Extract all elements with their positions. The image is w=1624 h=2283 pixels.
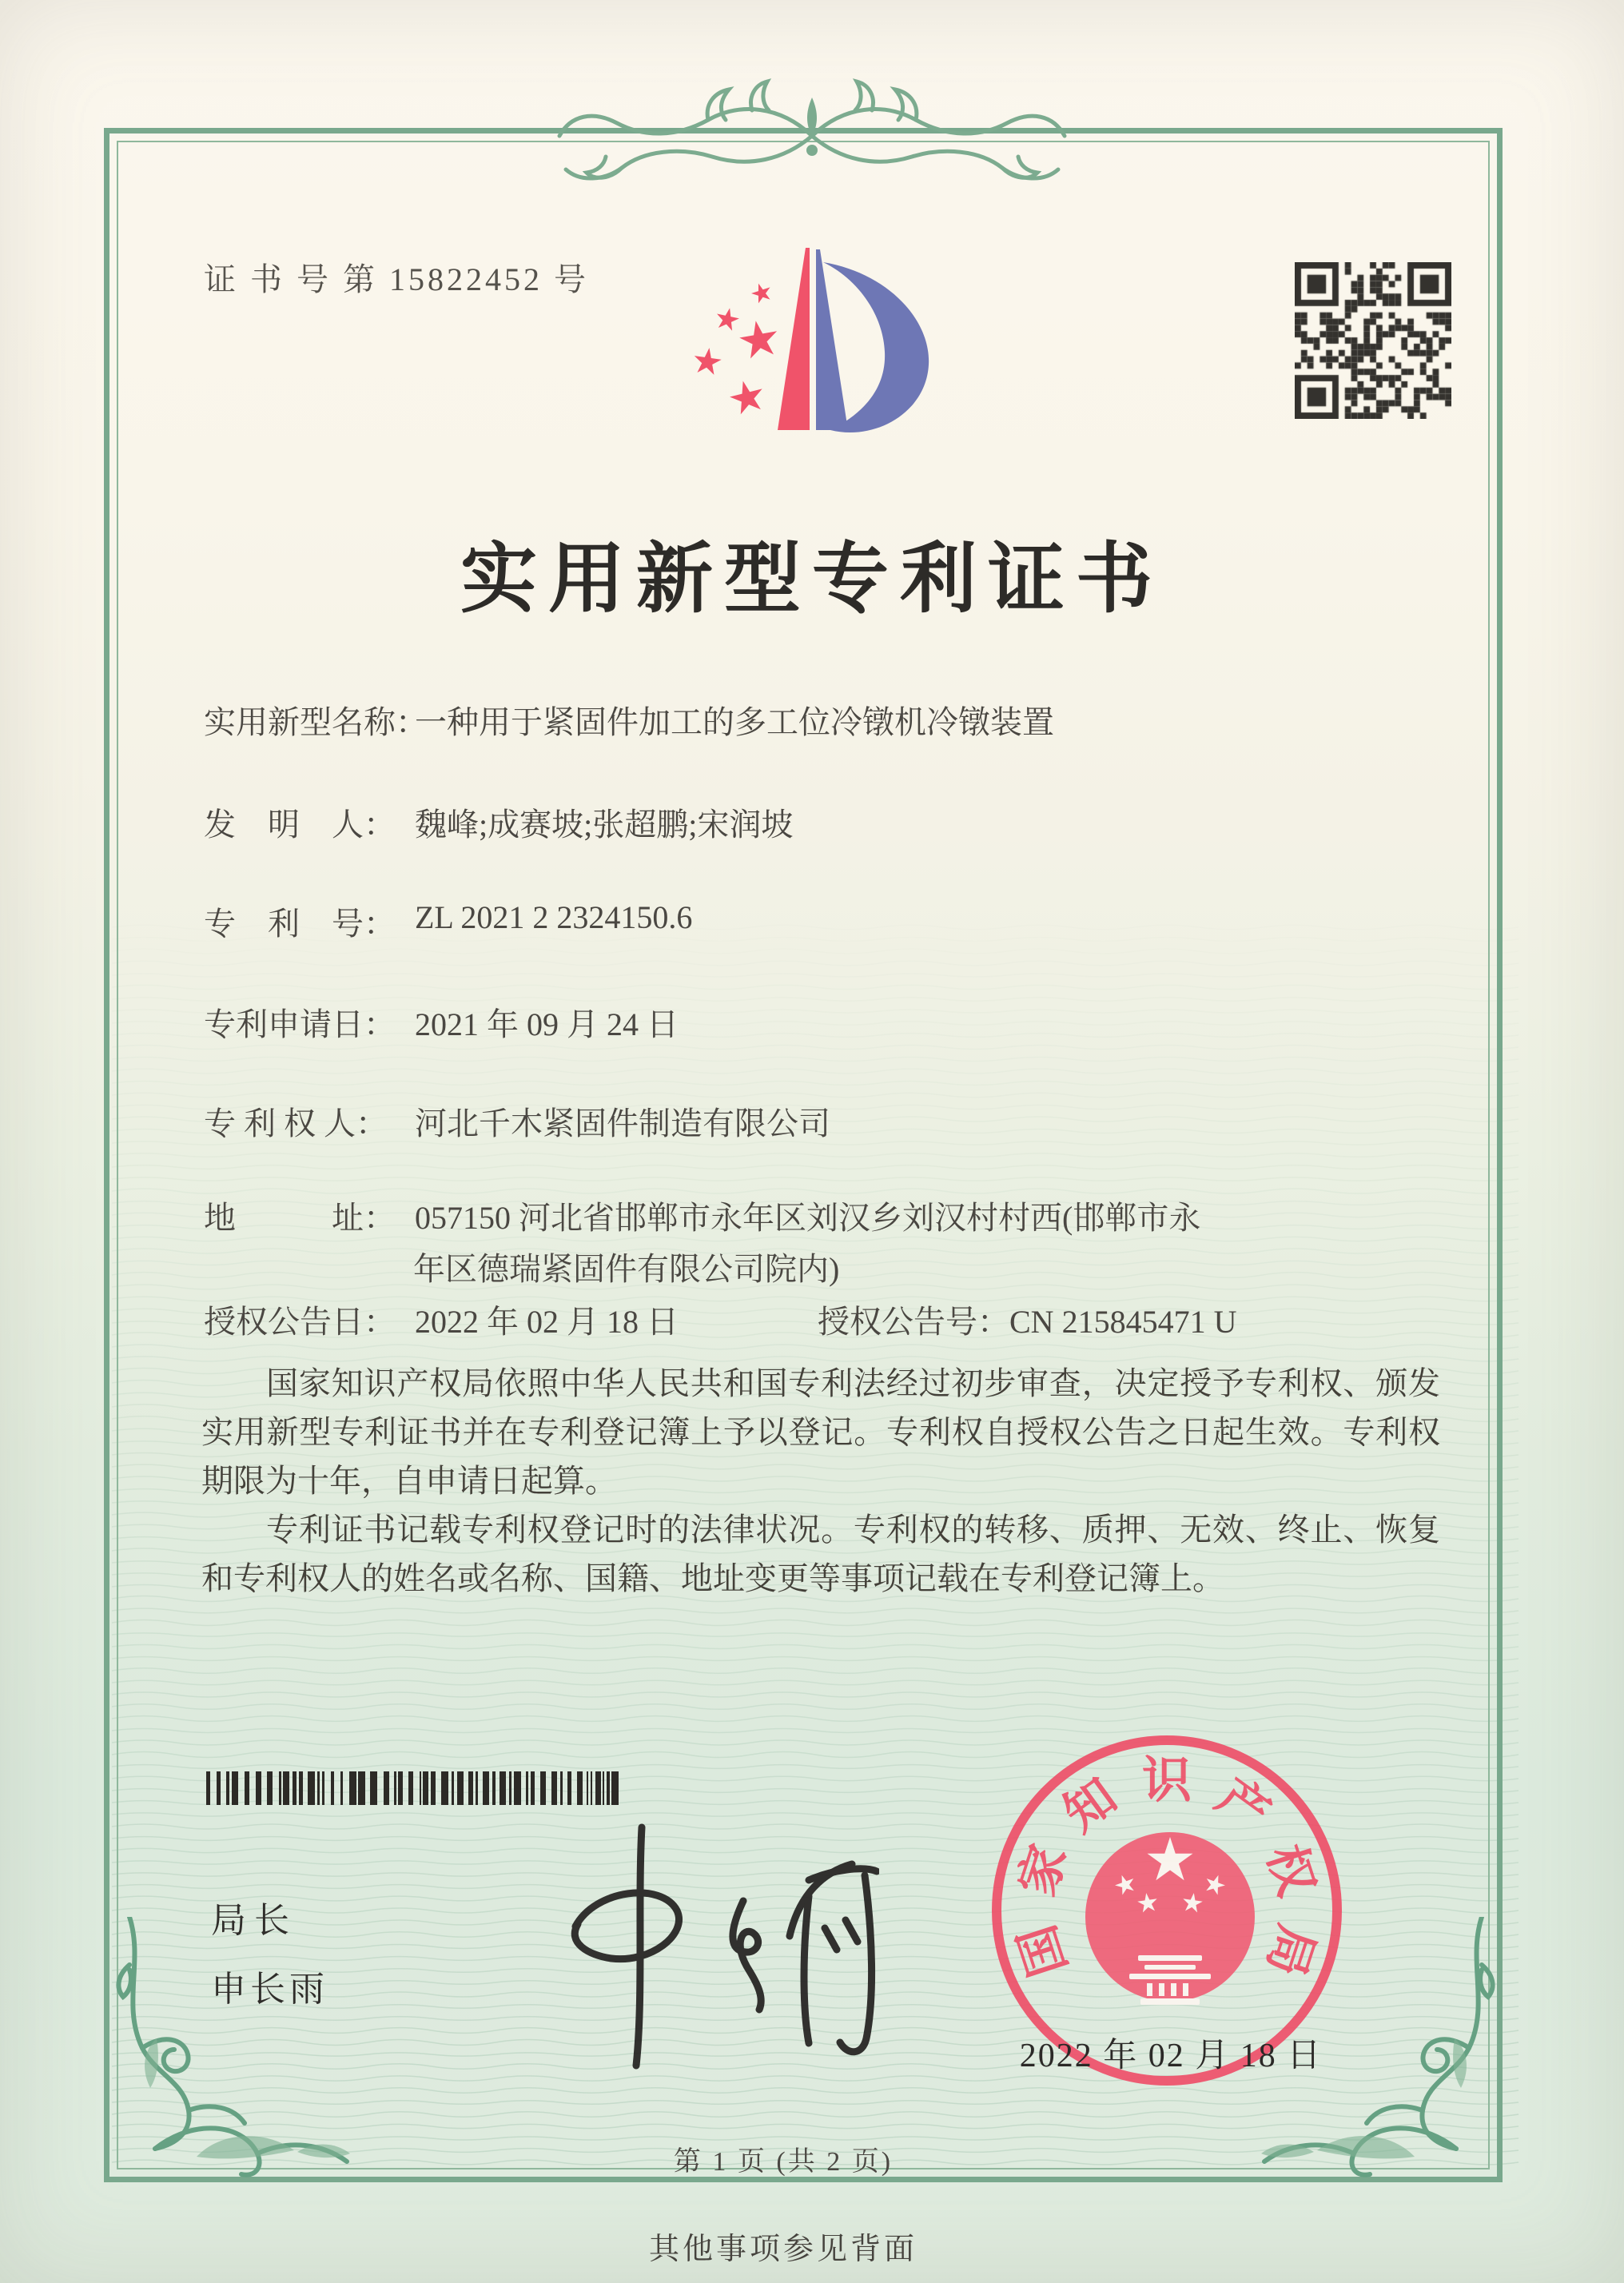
seal-char: 产: [1207, 1769, 1280, 1843]
logo-blue-cone: [816, 249, 848, 430]
field-grant-number: [818, 1297, 1236, 1342]
seal-char: 识: [1141, 1754, 1192, 1808]
field-value: 魏峰;成赛坡;张超鹏;宋润坡: [415, 807, 794, 843]
certificate-title: 实用新型专利证书: [460, 536, 1164, 622]
field-patent-number: [204, 898, 1451, 944]
director-name: 申长雨: [211, 1970, 328, 2009]
logo-red-cone: [778, 248, 810, 430]
qr-code: [1295, 262, 1451, 419]
field-grant: [204, 1297, 1451, 1342]
field-value: CN 215845471 U: [1009, 1304, 1237, 1340]
field-address: [204, 1193, 1451, 1238]
legal-paragraph-2: 专利证书记载专利权登记时的法律状况。专利权的转移、质押、无效、终止、恢复和专利权人的姓名或名称、国籍、地址变更等事项记载在专利登记簿上。: [201, 1512, 1440, 1596]
field-label: 授权公告号：: [818, 1304, 1009, 1340]
seal-char: 知: [1054, 1769, 1127, 1843]
field-label: 发 明 人：: [204, 807, 396, 843]
field-value: 2021 年 09 月 24 日: [415, 1006, 679, 1042]
national-emblem: [1085, 1832, 1255, 2005]
field-filing-date: [204, 999, 1451, 1045]
seal-char: 权: [1256, 1838, 1323, 1902]
field-label: 专利申请日：: [204, 1006, 396, 1042]
field-inventors: [204, 799, 1451, 845]
seal-date: 2022 年 02 月 18 日: [1019, 2038, 1323, 2074]
top-border-ornament: [548, 74, 1076, 198]
seal-char: 国: [1010, 1918, 1077, 1983]
director-title: 局长: [211, 1901, 297, 1940]
seal-char: 局: [1256, 1918, 1323, 1983]
page-number: 第 1 页 (共 2 页): [673, 2147, 894, 2177]
field-label: 地 址：: [204, 1200, 396, 1236]
field-label: 实用新型名称：: [204, 704, 428, 740]
field-label: 授权公告日：: [204, 1304, 396, 1340]
field-label: 专 利 权 人：: [204, 1106, 388, 1142]
legal-paragraph-1: 国家知识产权局依照中华人民共和国专利法经过初步审查，决定授予专利权、颁发实用新型专利证书并在专利登记簿上予以登记。专利权自授权公告之日起生效。专利权期限为十年，自申请日起算。: [201, 1365, 1440, 1499]
field-label: 专 利 号：: [204, 906, 396, 942]
seal-char: 家: [1010, 1838, 1077, 1902]
field-value: 一种用于紧固件加工的多工位冷镦机冷镦装置: [415, 704, 1054, 740]
director-signature: [448, 1807, 879, 2078]
field-patentee: [204, 1098, 1451, 1144]
field-value: 057150 河北省邯郸市永年区刘汉乡刘汉村村西(邯郸市永: [415, 1200, 1201, 1236]
legal-text: [201, 1359, 1440, 1603]
barcode: [206, 1771, 628, 1805]
field-value: 2022 年 02 月 18 日: [415, 1304, 679, 1340]
certificate-number: 证 书 号 第 15822452 号: [204, 261, 589, 297]
cnipa-logo: [683, 224, 947, 472]
back-side-note: 其他事项参见背面: [648, 2233, 917, 2266]
field-value: 河北千木紧固件制造有限公司: [415, 1106, 830, 1142]
field-value: ZL 2021 2 2324150.6: [415, 899, 693, 935]
field-address-line2: 年区德瑞紧固件有限公司院内): [413, 1251, 840, 1287]
field-utility-model-name: [204, 697, 1451, 743]
